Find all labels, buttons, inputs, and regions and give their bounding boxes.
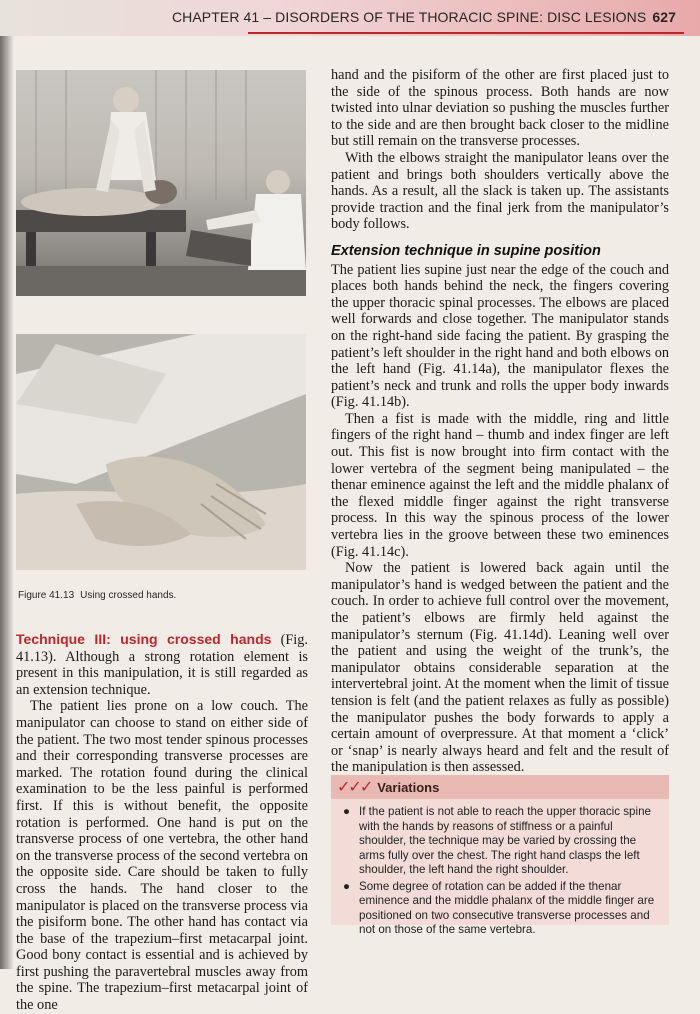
technique-heading: Technique III: using crossed hands	[16, 631, 272, 647]
section-heading: Extension technique in supine position	[331, 242, 601, 259]
technique-figure-ref: (Fig. 41.13).	[16, 632, 308, 665]
checkmarks-icon: ✓✓✓	[337, 779, 372, 796]
technique-intro: Although a strong rotation element is present in this manipulation, it is still regarded as an extension technique.	[16, 648, 308, 698]
bullet-icon: ●	[343, 805, 351, 818]
figure-caption	[18, 590, 176, 601]
paragraph: Then a fist is made with the middle, ring and little fingers of the right hand – thumb and index finger are left out. This fist is now brought into firm contact with the lower vertebra of the segment being manipulated – the thenar eminence against the left and the middle phalanx of the flexed middle finger against the right transverse process. In this way the spinous process of the lower vertebra lies in the groove between these two eminences (Fig. 41.14c).	[331, 410, 669, 560]
paragraph: With the elbows straight the manipulator leans over the patient and brings both shoulders vertically above the hands. As a result, all the slack is taken up. The assistants provide traction and the final jerk from the manipulator’s body follows.	[331, 149, 669, 233]
variations-list	[331, 805, 669, 938]
list-item-text: Some degree of rotation can be added if the thenar eminence and the middle phalanx of the middle finger are positioned on two consecutive transverse processes and not on those of the same vertebra.	[359, 879, 655, 936]
chapter-title: CHAPTER 41 – DISORDERS OF THE THORACIC SPINE: DISC LESIONS	[171, 9, 647, 25]
paragraph: Now the patient is lowered back again until the manipulator’s hand is wedged between the patient and the couch. In order to achieve full control over the movement, the patient’s elbows are firmly held against the manipulator’s sternum (Fig. 41.14d). Leaning well over the patient and using the weight of the trunk’s, the manipulator obtains considerable separation at the intervertebral joint. At the moment when the limit of tissue tension is felt (and the patient relaxes as fully as possible) the manipulator pushes the body forwards to apply a certain amount of overpressure. At that moment a ‘click’ or ‘snap’ is nearly always heard and felt and the result of the manipulation is then assessed.	[331, 560, 669, 776]
right-text-column	[331, 67, 669, 776]
paragraph: The patient lies supine just near the edge of the couch and places both hands behind the neck, the fingers covering the upper thoracic spinal processes. The elbows are placed well forwards and close together. The manipulator stands on the right-hand side facing the patient. By grasping the patient’s left shoulder in the right hand and both elbows on the left hand (Fig. 41.14a), the manipulator flexes the patient’s neck and trunk and rolls the upper body inwards (Fig. 41.14b).	[331, 261, 669, 411]
page-gutter-shadow	[0, 0, 14, 969]
list-item-text: If the patient is not able to reach the upper thoracic spine with the hands by reasons of stiffness or a painful shoulder, the technique may be varied by crossing the arms fully over the chest. The right hand clasps the left shoulder, the left hand the right shoulder.	[359, 805, 651, 876]
list-item	[343, 880, 659, 938]
photo-scene-illustration	[16, 70, 306, 296]
photo-crossed-hands	[16, 334, 306, 570]
left-text-column	[16, 631, 308, 1014]
paragraph	[16, 631, 308, 698]
paragraph: hand and the pisiform of the other are first placed just to the side of the spinous process. Both hands are now twisted into ulnar deviation so pushing the muscles further to the side and are then brought back closer to the midline but still remain on the transverse processes.	[331, 67, 669, 150]
figure-caption-text: Using crossed hands.	[80, 590, 177, 601]
variations-header	[331, 775, 669, 799]
header-rule	[248, 32, 684, 34]
bullet-icon: ●	[343, 879, 351, 893]
variations-title: Variations	[377, 779, 440, 795]
running-head	[172, 9, 676, 25]
photo-hands-illustration	[16, 334, 306, 570]
list-item	[343, 805, 659, 878]
paragraph: The patient lies prone on a low couch. The manipulator can choose to stand on either side of the patient. The two most tender spinous processes and their corresponding transverse processes are marked. The rotation found during the clinical examination to be the less painful is performed first. If this is without benefit, the opposite rotation is performed. One hand is put on the transverse process of one vertebra, the other hand on the transverse process of the second vertebra on the opposite side. Care should be taken to fully cross the hands. The hand closer to the manipulator is placed on the transverse process via the pisiform bone. The other hand has contact via the base of the trapezium–first metacarpal joint. Good bony contact is essential and is achieved by first pushing the paravertebral muscles away from the spine. The trapezium–first metacarpal joint of the one	[16, 698, 308, 1014]
photo-manipulation-scene	[16, 70, 306, 296]
page-number: 627	[652, 9, 676, 25]
variations-box	[331, 775, 669, 936]
figure-number: Figure 41.13	[18, 590, 75, 601]
